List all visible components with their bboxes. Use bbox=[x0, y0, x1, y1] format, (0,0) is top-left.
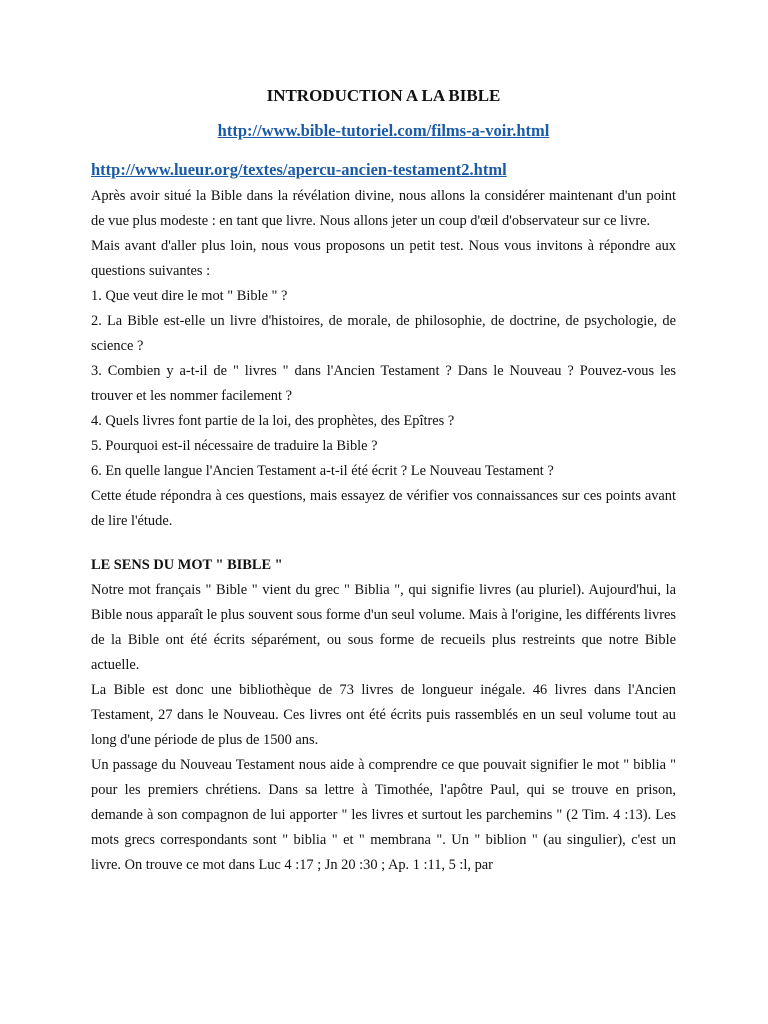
section-paragraph: Notre mot français " Bible " vient du grec " Biblia ", qui signifie livres (au pluriel). Aujourd'hui, la Bible nous apparaît le plus souvent sous forme d'un seul volume. Mais à l'origine, les différents livres de la Bible ont été écrits séparément, ou sous forme de recueils plus restreints que notre Bible actuelle. bbox=[91, 582, 676, 673]
question-item: 3. Combien y a-t-il de " livres " dans l'Ancien Testament ? Dans le Nouveau ? Pouvez-vous les trouver et les nommer facilement ? bbox=[91, 363, 676, 404]
section-heading: LE SENS DU MOT " BIBLE " bbox=[91, 557, 283, 573]
question-item: 2. La Bible est-elle un livre d'histoires, de morale, de philosophie, de doctrine, de psychologie, de science ? bbox=[91, 313, 676, 354]
link-lueur[interactable]: http://www.lueur.org/textes/apercu-ancien-testament2.html bbox=[91, 160, 507, 179]
intro-paragraph: Cette étude répondra à ces questions, mais essayez de vérifier vos connaissances sur ces points avant de lire l'étude. bbox=[91, 488, 676, 529]
question-item: 6. En quelle langue l'Ancien Testament a-t-il été écrit ? Le Nouveau Testament ? bbox=[91, 463, 554, 479]
intro-paragraph: Mais avant d'aller plus loin, nous vous proposons un petit test. Nous vous invitons à répondre aux questions suivantes : bbox=[91, 238, 676, 279]
document-title: INTRODUCTION A LA BIBLE bbox=[266, 86, 501, 105]
section-paragraph: La Bible est donc une bibliothèque de 73 livres de longueur inégale. 46 livres dans l'Ancien Testament, 27 dans le Nouveau. Ces livres ont été écrits puis rassemblés en un seul volume tout au long d'une période de plus de 1500 ans. bbox=[91, 682, 676, 748]
document-body bbox=[91, 84, 676, 878]
question-item: 5. Pourquoi est-il nécessaire de traduire la Bible ? bbox=[91, 438, 378, 454]
intro-paragraph: Après avoir situé la Bible dans la révélation divine, nous allons la considérer maintenant d'un point de vue plus modeste : en tant que livre. Nous allons jeter un coup d'œil d'observateur sur ce livre. bbox=[91, 188, 676, 229]
link-bible-tutoriel[interactable]: http://www.bible-tutoriel.com/films-a-voir.html bbox=[217, 121, 550, 140]
section-paragraph: Un passage du Nouveau Testament nous aide à comprendre ce que pouvait signifier le mot " biblia " pour les premiers chrétiens. Dans sa lettre à Timothée, l'apôtre Paul, qui se trouve en prison, demande à son compagnon de lui apporter " les livres et surtout les parchemins " (2 Tim. 4 :13). Les mots grecs correspondants sont " biblia " et " membrana ". Un " biblion " (au singulier), c'est un livre. On trouve ce mot dans Luc 4 :17 ; Jn 20 :30 ; Ap. 1 :11, 5 :l, par bbox=[91, 757, 676, 873]
question-item: 4. Quels livres font partie de la loi, des prophètes, des Epîtres ? bbox=[91, 413, 455, 429]
question-item: 1. Que veut dire le mot " Bible " ? bbox=[91, 288, 288, 304]
